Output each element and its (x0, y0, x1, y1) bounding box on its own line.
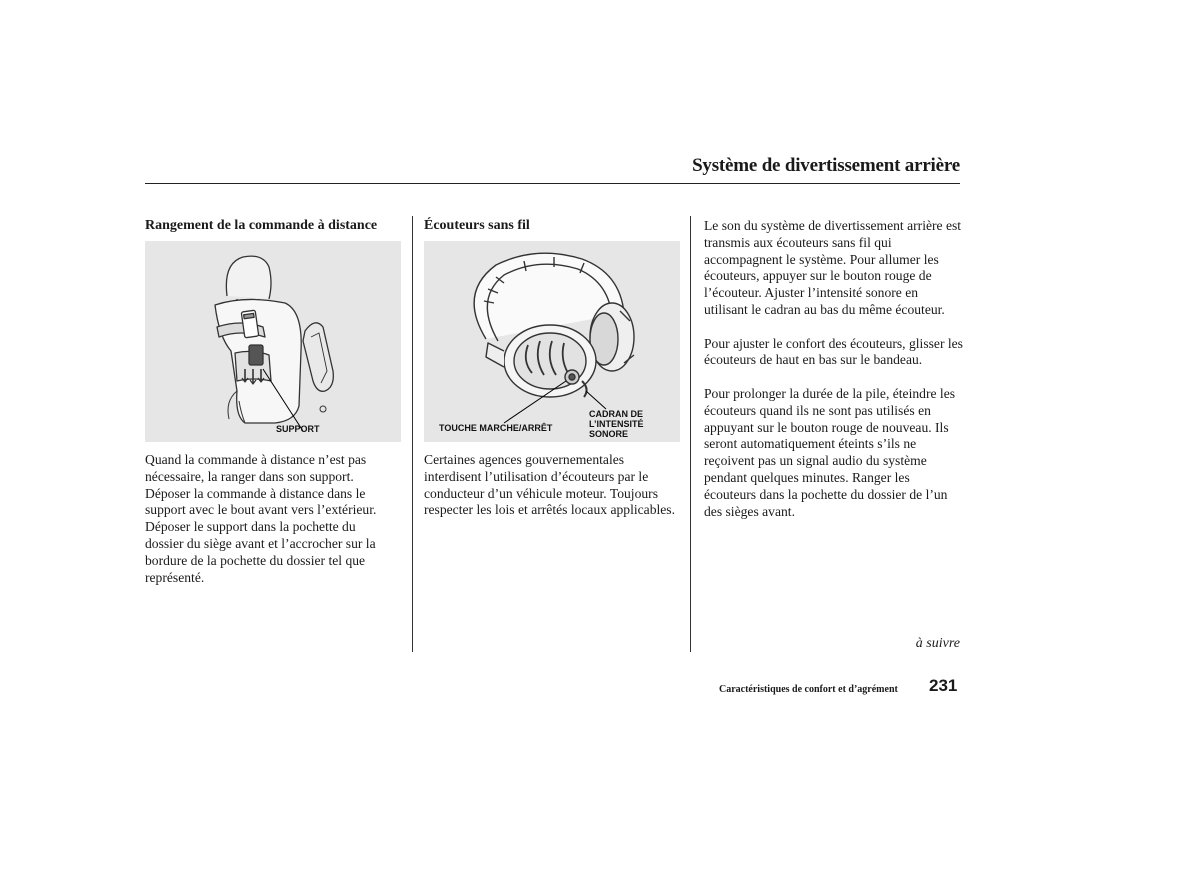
headphones-warning-text: Certaines agences gouvernementales interdisent l’utilisation d’écouteurs par le conducteur d’un véhicule moteur. Toujours respecter les lois et arrêtés locaux applicables. (424, 452, 675, 518)
paragraph-comfort-adjustment: Pour ajuster le confort des écouteurs, glisser les écouteurs de haut en bas sur le bandeau. (704, 335, 963, 368)
support-label: SUPPORT (276, 424, 320, 434)
column-divider-left (412, 216, 413, 652)
seat-back-drawing (145, 241, 401, 442)
power-button-label: TOUCHE MARCHE/ARRÊT (439, 423, 553, 433)
page-number: 231 (929, 676, 958, 695)
headphones-illustration (424, 241, 680, 442)
section-heading-remote-storage: Rangement de la commande à distance (145, 218, 378, 233)
paragraph-battery-life: Pour prolonger la durée de la pile, éteindre les écouteurs quand ils ne sont pas utilisés en appuyant sur le bouton rouge de nouveau. Ils seront automatiquement éteints s’ils ne reçoivent pas un signal audio du système pendant quelques minutes. Ranger les écouteurs dans la pochette du dossier de l’un des sièges avant. (704, 385, 956, 519)
volume-dial-label-line-2: L’INTENSITÉ (589, 419, 644, 429)
volume-dial-label-line-1: CADRAN DE (589, 409, 643, 419)
page-title: Système de divertissement arrière (692, 155, 960, 176)
seat-support-illustration (145, 241, 401, 442)
right-column-text (704, 218, 964, 537)
volume-dial-label-line-3: SONORE (589, 429, 629, 439)
column-divider-right (690, 216, 691, 652)
header-divider (145, 183, 960, 184)
volume-dial-label (589, 409, 644, 439)
footer-section-title: Caractéristiques de confort et d’agrément (719, 684, 898, 695)
continued-note: à suivre (915, 636, 960, 651)
remote-storage-text: Quand la commande à distance n’est pas nécessaire, la ranger dans son support. Déposer la commande à distance dans le support avec le bout avant vers l’extérieur. Déposer le support dans la pochette du dossier du siège avant et l’accrocher sur la bordure de la pochette du dossier tel que représenté. (145, 452, 377, 585)
section-heading-wireless-headphones: Écouteurs sans fil (424, 218, 530, 233)
paragraph-sound-transmission: Le son du système de divertissement arrière est transmis aux écouteurs sans fil qui accompagnent le système. Pour allumer les écouteurs, appuyer sur le bouton rouge de l’écouteur. Ajuster l’intensité sonore en utilisant le cadran au bas du même écouteur. (704, 218, 962, 317)
